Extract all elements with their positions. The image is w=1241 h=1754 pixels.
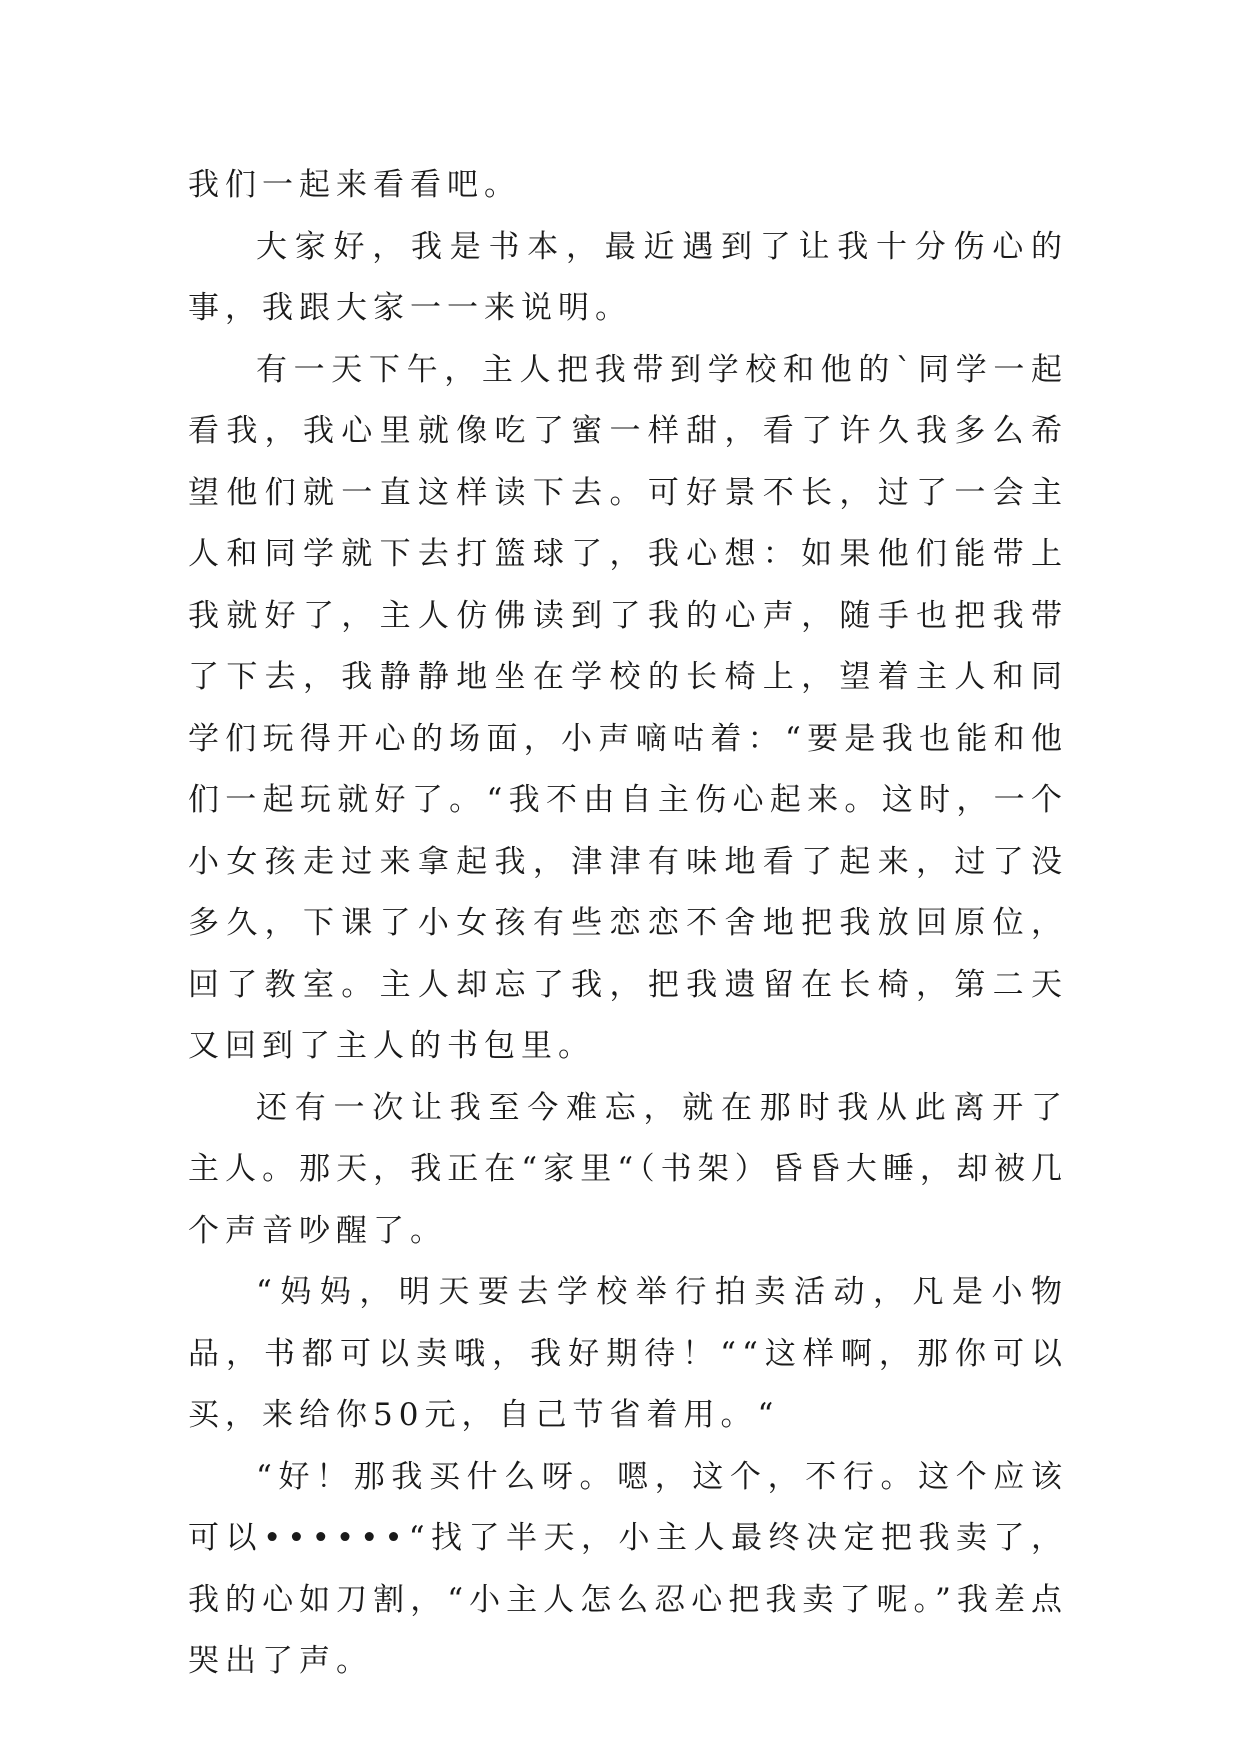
article-body <box>188 155 1068 1693</box>
paragraph: 还有一次让我至今难忘，就在那时我从此离开了主人。那天，我正在“家里“（书架）昏昏大睡，却被几个声音吵醒了。 <box>188 1089 1068 1249</box>
paragraph: 有一天下午，主人把我带到学校和他的`同学一起看我，我心里就像吃了蜜一样甜，看了许久我多么希望他们就一直这样读下去。可好景不长，过了一会主人和同学就下去打篮球了，我心想：如果他们能带上我就好了，主人仿佛读到了我的心声，随手也把我带了下去，我静静地坐在学校的长椅上，望着主人和同学们玩得开心的场面，小声嘀咕着：“要是我也能和他们一起玩就好了。“我不由自主伤心起来。这时，一个小女孩走过来拿起我，津津有味地看了起来，过了没多久，下课了小女孩有些恋恋不舍地把我放回原位，回了教室。主人却忘了我，把我遗留在长椅，第二天又回到了主人的书包里。 <box>188 351 1068 1064</box>
paragraph: “好！那我买什么呀。嗯，这个，不行。这个应该可以••••••“找了半天，小主人最终决定把我卖了，我的心如刀割，“小主人怎么忍心把我卖了呢。”我差点哭出了声。 <box>188 1458 1068 1679</box>
paragraph: 我们一起来看看吧。 <box>188 167 521 203</box>
paragraph: 大家好，我是书本，最近遇到了让我十分伤心的事，我跟大家一一来说明。 <box>188 228 1068 326</box>
paragraph: “妈妈，明天要去学校举行拍卖活动，凡是小物品，书都可以卖哦，我好期待！““这样啊，那你可以买，来给你50元，自己节省着用。“ <box>188 1274 1068 1433</box>
